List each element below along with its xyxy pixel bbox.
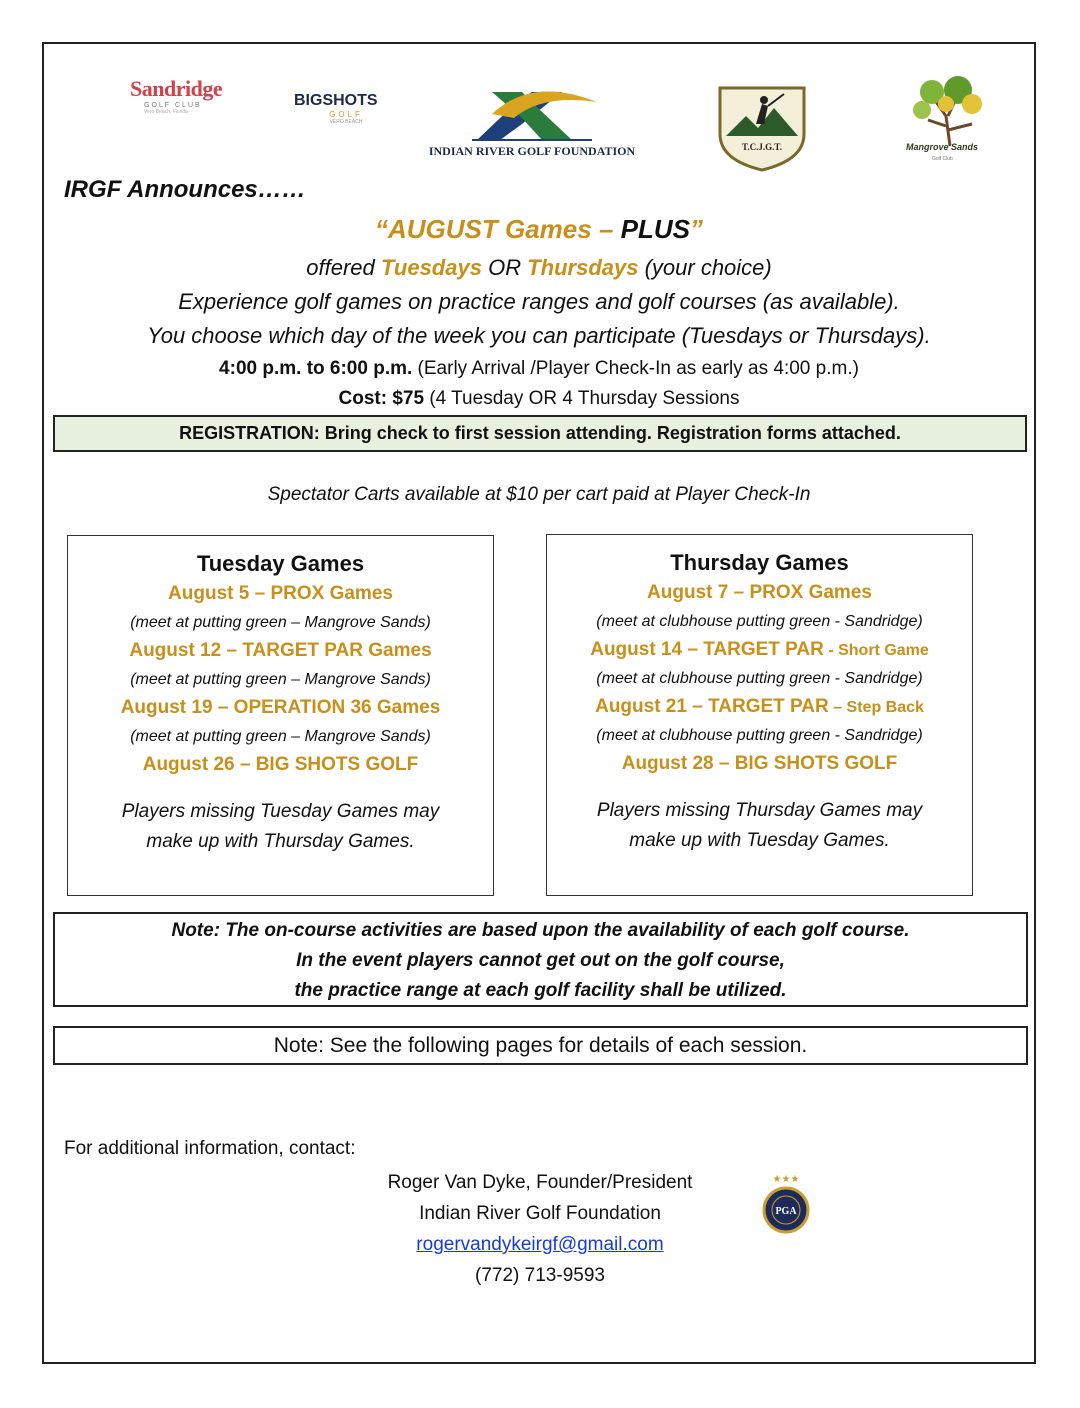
details-note-box: Note: See the following pages for details of each session.	[53, 1026, 1028, 1065]
tuesday-venue-1: (meet at putting green – Mangrove Sands)	[130, 614, 431, 631]
pga-badge-text: PGA	[775, 1206, 797, 1217]
tuesday-makeup-note	[68, 797, 493, 857]
sandridge-logo-sub: GOLF CLUB	[144, 102, 202, 109]
time-rest: (Early Arrival /Player Check-In as early as 4:00 p.m.)	[412, 358, 859, 379]
tcjgt-shield-icon	[712, 84, 812, 172]
offered-line	[44, 255, 1034, 281]
tcjgt-logo-caption: T.C.J.G.T.	[742, 142, 782, 152]
tcjgt-logo	[712, 84, 812, 172]
sandridge-logo	[130, 76, 230, 126]
bigshots-logo-tiny: VERO BEACH	[329, 119, 363, 125]
tuesday-session-4: August 26 – BIG SHOTS GOLF	[142, 754, 419, 775]
offered-text-2: (your choice)	[638, 255, 772, 280]
thursday-makeup-note	[547, 796, 972, 856]
tuesday-makeup-line-2: make up with Thursday Games.	[146, 831, 415, 852]
offered-tuesdays: Tuesdays	[380, 255, 482, 280]
tuesday-games-box	[67, 535, 494, 896]
mangrove-logo-caption: Mangrove Sands	[906, 142, 979, 152]
announce-heading: IRGF Announces……	[64, 176, 306, 203]
availability-note-line-3: the practice range at each golf facility shall be utilized.	[294, 980, 787, 1001]
time-line	[44, 358, 1034, 380]
thursday-session-3	[547, 693, 972, 721]
bigshots-logo-sub: GOLF	[329, 110, 363, 119]
sandridge-logo-name: Sandridge	[130, 76, 223, 101]
thursday-makeup-line-2: make up with Tuesday Games.	[629, 830, 890, 851]
contact-block	[340, 1167, 740, 1291]
thursday-session-1: August 7 – PROX Games	[647, 582, 872, 603]
thursday-makeup-line-1: Players missing Thursday Games may	[596, 800, 923, 821]
bigshots-logo-name: BIGSHOTS	[294, 92, 378, 109]
registration-banner: REGISTRATION: Bring check to first session attending. Registration forms attached.	[53, 415, 1027, 452]
offered-thursdays: Thursdays	[527, 255, 639, 280]
thursday-venue-3: (meet at clubhouse putting green - Sandridge)	[596, 727, 923, 744]
bigshots-logo	[294, 92, 398, 132]
title-quote-open: “AUGUST Games –	[375, 214, 621, 244]
tuesday-session-2: August 12 – TARGET PAR Games	[129, 640, 432, 661]
mangrove-sands-logo	[902, 76, 998, 176]
experience-line: Experience golf games on practice ranges and golf courses (as available).	[178, 289, 900, 314]
contact-intro: For additional information, contact:	[64, 1138, 356, 1159]
pga-emblem	[758, 1172, 814, 1240]
spectator-carts-note: Spectator Carts available at $10 per cart paid at Player Check-In	[267, 484, 811, 505]
tuesday-games-title: Tuesday Games	[196, 551, 365, 576]
thursday-session-3-sub: – Step Back	[828, 699, 924, 716]
svg-text:★★★: ★★★	[772, 1174, 800, 1185]
contact-name: Roger Van Dyke, Founder/President	[387, 1172, 693, 1193]
cost-line	[44, 388, 1034, 410]
thursday-games-title: Thursday Games	[670, 550, 849, 575]
tuesday-makeup-line-1: Players missing Tuesday Games may	[121, 801, 440, 822]
sandridge-logo-tiny: Vero Beach, Florida	[144, 109, 188, 115]
offered-text-1: offered	[306, 255, 381, 280]
cost-rest: (4 Tuesday OR 4 Thursday Sessions	[424, 388, 740, 409]
thursday-session-2-sub: - Short Game	[823, 642, 929, 659]
thursday-venue-2: (meet at clubhouse putting green - Sandridge)	[596, 670, 923, 687]
page-title	[44, 214, 1034, 245]
contact-org: Indian River Golf Foundation	[419, 1203, 661, 1224]
availability-note-line-2: In the event players cannot get out on the golf course,	[296, 950, 785, 971]
availability-note-line-1: Note: The on-course activities are based upon the availability of each golf course.	[171, 920, 910, 941]
availability-note-box	[53, 912, 1028, 1007]
tuesday-session-3: August 19 – OPERATION 36 Games	[120, 697, 441, 718]
tuesday-venue-2: (meet at putting green – Mangrove Sands)	[130, 671, 431, 688]
contact-email-link[interactable]: rogervandykeirgf@gmail.com	[416, 1234, 664, 1255]
title-quote-close: ”	[689, 214, 703, 244]
thursday-games-box	[546, 534, 973, 896]
pga-badge-icon	[758, 1172, 814, 1240]
mangrove-tree-icon	[902, 76, 998, 146]
irgf-emblem-icon	[422, 84, 642, 144]
time-bold: 4:00 p.m. to 6:00 p.m.	[219, 358, 413, 379]
thursday-session-2	[547, 636, 972, 664]
title-plus: PLUS	[620, 214, 690, 244]
tuesday-session-1: August 5 – PROX Games	[168, 583, 393, 604]
irgf-logo	[422, 84, 642, 162]
offered-or: OR	[481, 255, 528, 280]
thursday-session-4: August 28 – BIG SHOTS GOLF	[621, 753, 898, 774]
cost-label: Cost: $75	[338, 388, 425, 409]
tuesday-venue-3: (meet at putting green – Mangrove Sands)	[130, 728, 431, 745]
thursday-session-2-main: August 14 – TARGET PAR	[590, 639, 824, 660]
thursday-venue-1: (meet at clubhouse putting green - Sandridge)	[596, 613, 923, 630]
contact-phone: (772) 713-9593	[475, 1265, 605, 1286]
irgf-logo-caption: INDIAN RIVER GOLF FOUNDATION	[428, 144, 636, 158]
choose-line: You choose which day of the week you can participate (Tuesdays or Thursdays).	[147, 323, 931, 348]
mangrove-logo-tiny: Golf Club	[932, 156, 953, 162]
thursday-session-3-main: August 21 – TARGET PAR	[595, 696, 829, 717]
